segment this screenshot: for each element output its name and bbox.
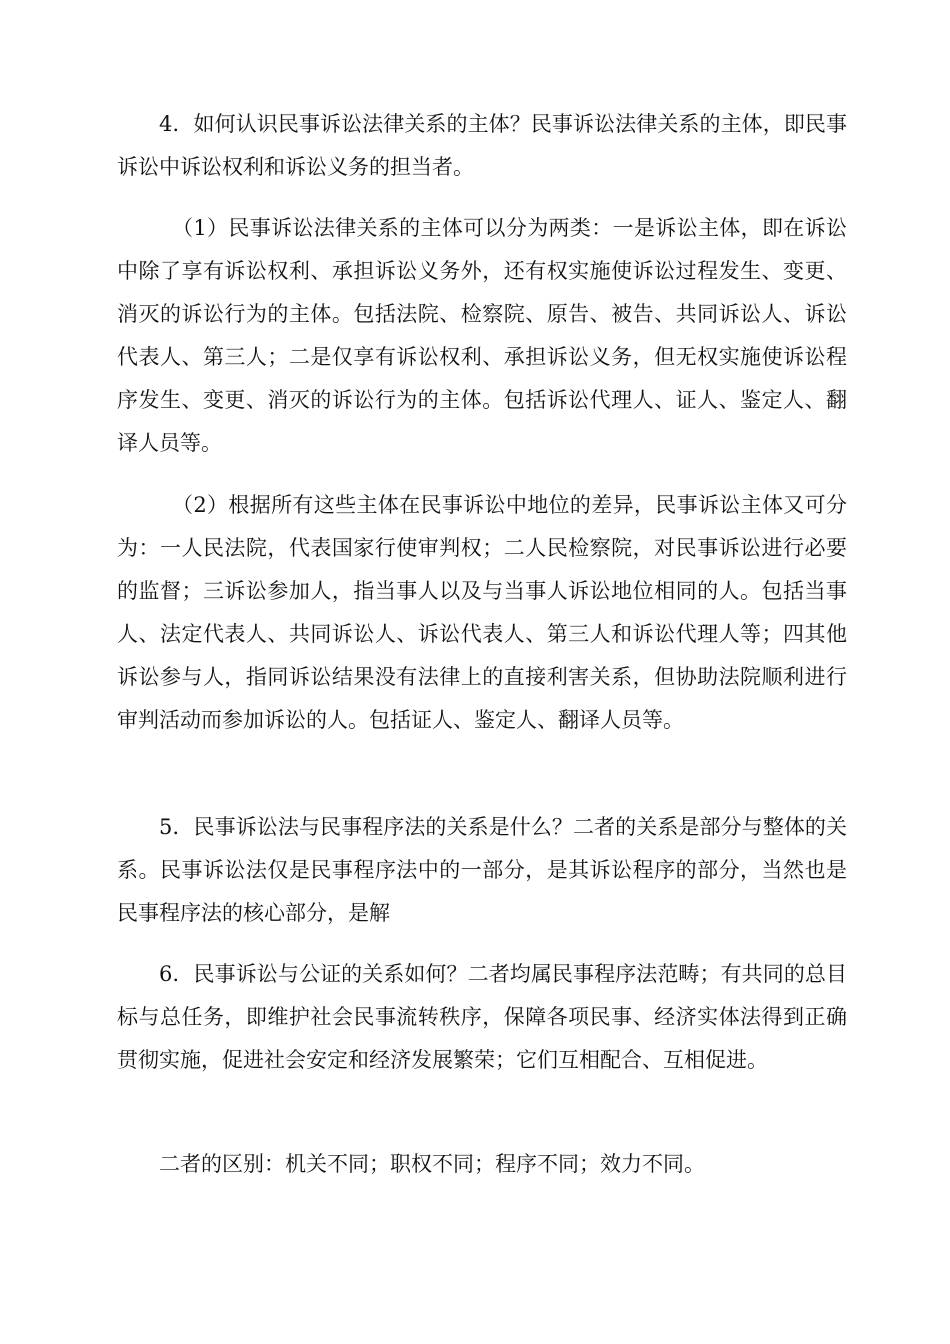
paragraph-subject-status: （2）根据所有这些主体在民事诉讼中地位的差异，民事诉讼主体又可分为：一人民法院，代表国家行使审判权；二人民检察院，对民事诉讼进行必要的监督；三诉讼参加人，指当事人以及与当事人诉讼地位相同的人。包括当事人、法定代表人、共同诉讼人、诉讼代表人、第三人和诉讼代理人等；四其他诉讼参与人，指同诉讼结果没有法律上的直接利害关系，但协助法院顺利进行审判活动而参加诉讼的人。包括证人、鉴定人、翻译人员等。: [117, 493, 847, 732]
paragraph-question-6: 6．民事诉讼与公证的关系如何？二者均属民事程序法范畴；有共同的总目标与总任务，即维护社会民事流转秩序，保障各项民事、经济实体法得到正确贯彻实施，促进社会安定和经济发展繁荣；它们互相配合、互相促进。: [117, 962, 847, 1072]
paragraph-subject-types: （1）民事诉讼法律关系的主体可以分为两类：一是诉讼主体，即在诉讼中除了享有诉讼权利、承担诉讼义务外，还有权实施使诉讼过程发生、变更、消灭的诉讼行为的主体。包括法院、检察院、原告、被告、共同诉讼人、诉讼代表人、第三人；二是仅享有诉讼权利、承担诉讼义务，但无权实施使诉讼程序发生、变更、消灭的诉讼行为的主体。包括诉讼代理人、证人、鉴定人、翻译人员等。: [117, 216, 847, 455]
paragraph-differences: 二者的区别：机关不同；职权不同；程序不同；效力不同。: [159, 1152, 705, 1176]
paragraph-question-5: 5．民事诉讼法与民事程序法的关系是什么？二者的关系是部分与整体的关系。民事诉讼法仅是民事程序法中的一部分，是其诉讼程序的部分，当然也是民事程序法的核心部分，是解: [117, 815, 847, 925]
paragraph-question-4: 4．如何认识民事诉讼法律关系的主体？民事诉讼法律关系的主体，即民事诉讼中诉讼权利和诉讼义务的担当者。: [117, 112, 847, 179]
